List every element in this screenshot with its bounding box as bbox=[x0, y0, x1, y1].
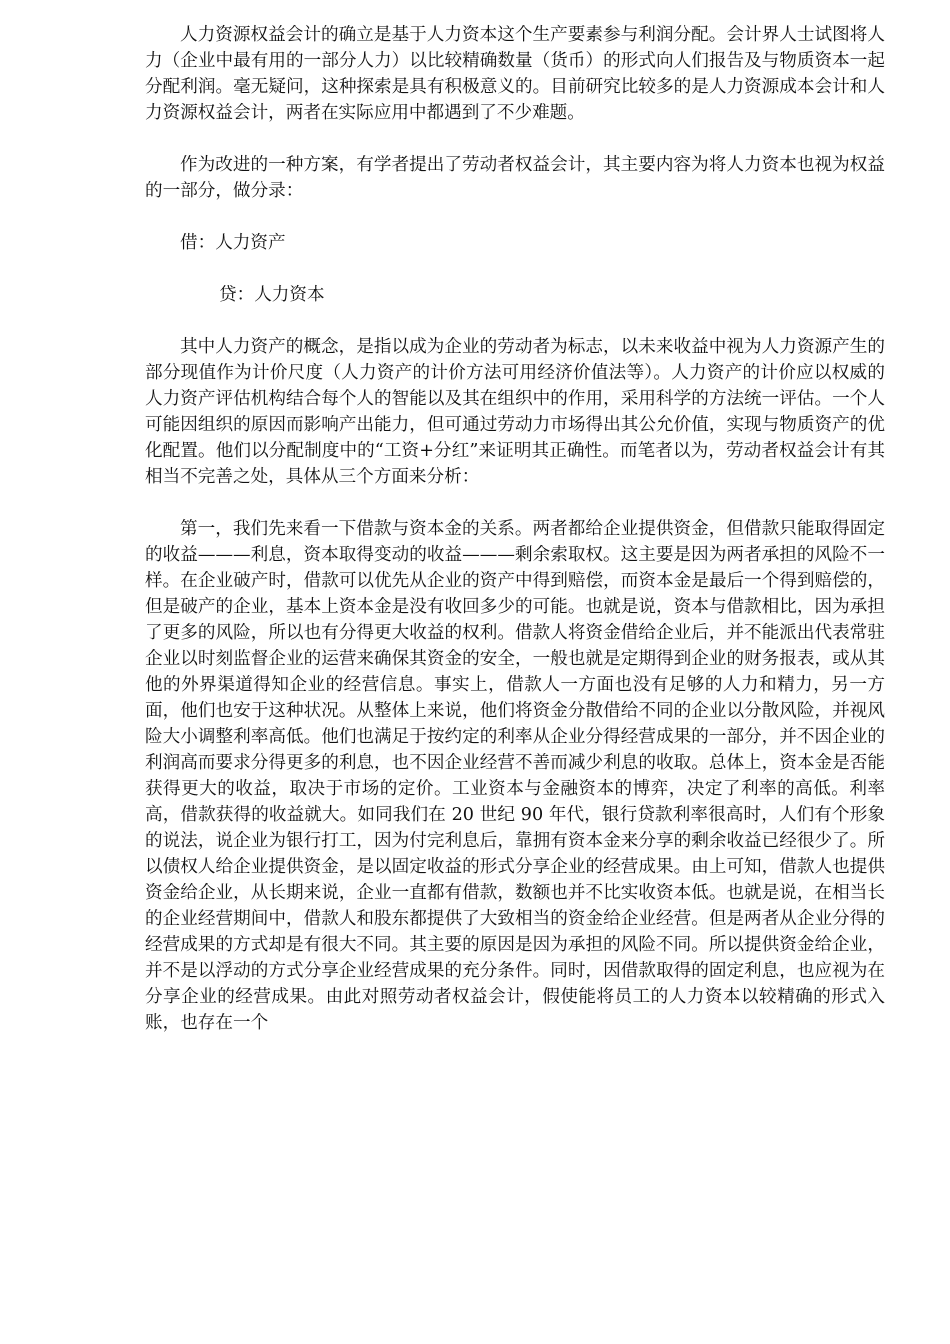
journal-debit-line: 借：人力资产 bbox=[180, 233, 286, 253]
paragraph-gap bbox=[145, 490, 885, 516]
document-page bbox=[145, 22, 885, 1036]
paragraph-gap bbox=[145, 126, 885, 152]
paragraph-intro: 人力资源权益会计的确立是基于人力资本这个生产要素参与利润分配。会计界人士试图将人力（企业中最有用的一部分人力）以比较精确数量（货币）的形式向人们报告及与物质资本一起分配利润。毫无疑问，这种探索是具有积极意义的。目前研究比较多的是人力资源成本会计和人力资源权益会计，两者在实际应用中都遇到了不少难题。 bbox=[145, 25, 885, 123]
paragraph-gap bbox=[145, 308, 885, 334]
paragraph-first-point: 第一，我们先来看一下借款与资本金的关系。两者都给企业提供资金，但借款只能取得固定的收益———利息，资本取得变动的收益———剩余索取权。这主要是因为两者承担的风险不一样。在企业破产时，借款可以优先从企业的资产中得到赔偿，而资本金是最后一个得到赔偿的，但是破产的企业，基本上资本金是没有收回多少的可能。也就是说，资本与借款相比，因为承担了更多的风险，所以也有分得更大收益的权利。借款人将资金借给企业后，并不能派出代表常驻企业以时刻监督企业的运营来确保其资金的安全，一般也就是定期得到企业的财务报表，或从其他的外界渠道得知企业的经营信息。事实上，借款人一方面也没有足够的人力和精力，另一方面，他们也安于这种状况。从整体上来说，他们将资金分散借给不同的企业以分散风险，并视风险大小调整利率高低。他们也满足于按约定的利率从企业分得经营成果的一部分，并不因企业的利润高而要求分得更多的利息，也不因企业经营不善而减少利息的收取。总体上，资本金是否能获得更大的收益，取决于市场的定价。工业资本与金融资本的博弈，决定了利率的高低。利率高，借款获得的收益就大。如同我们在 20 世纪 90 年代，银行贷款利率很高时，人们有个形象的说法，说企业为银行打工，因为付完利息后，靠拥有资本金来分享的剩余收益已经很少了。所以债权人给企业提供资金，是以固定收益的形式分享企业的经营成果。由上可知，借款人也提供资金给企业，从长期来说，企业一直都有借款，数额也并不比实收资本低。也就是说，在相当长的企业经营期间中，借款人和股东都提供了大致相当的资金给企业经营。但是两者从企业分得的经营成果的方式却是有很大不同。其主要的原因是因为承担的风险不同。所以提供资金给企业，并不是以浮动的方式分享企业经营成果的充分条件。同时，因借款取得的固定利息，也应视为在分享企业的经营成果。由此对照劳动者权益会计，假使能将员工的人力资本以较精确的形式入账，也存在一个 bbox=[145, 519, 885, 1033]
paragraph-human-asset-concept: 其中人力资产的概念，是指以成为企业的劳动者为标志，以未来收益中视为人力资源产生的部分现值作为计价尺度（人力资产的计价方法可用经济价值法等）。人力资产的计价应以权威的人力资产评估机构结合每个人的智能以及其在组织中的作用，采用科学的方法统一评估。一个人可能因组织的原因而影响产出能力，但可通过劳动力市场得出其公允价值，实现与物质资产的优化配置。他们以分配制度中的“工资+分红”来证明其正确性。而笔者以为，劳动者权益会计有其相当不完善之处，具体从三个方面来分析： bbox=[145, 337, 885, 487]
paragraph-proposal: 作为改进的一种方案，有学者提出了劳动者权益会计，其主要内容为将人力资本也视为权益的一部分，做分录： bbox=[145, 155, 885, 201]
paragraph-gap bbox=[145, 204, 885, 230]
paragraph-gap bbox=[145, 256, 885, 282]
journal-credit-line: 贷：人力资本 bbox=[219, 285, 325, 305]
